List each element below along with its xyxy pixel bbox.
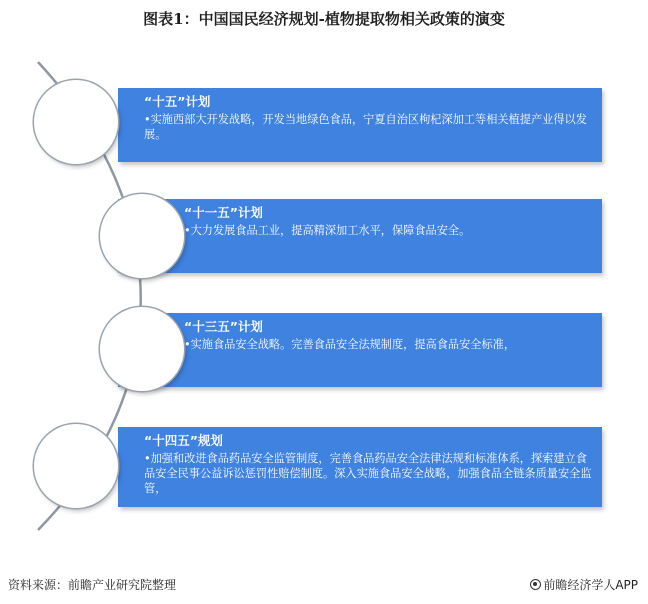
timeline-circle-2 — [100, 194, 184, 278]
plan-card-13th — [118, 313, 602, 387]
plan-heading: “十五”计划 — [144, 94, 211, 109]
timeline-circle-3 — [100, 307, 184, 391]
timeline-circle-1 — [34, 80, 118, 164]
plan-text: •实施食品安全战略。完善食品安全法规制度，提高食品安全标准， — [184, 338, 516, 351]
brand-name: 前瞻经济学人APP — [543, 578, 638, 592]
plan-text: •加强和改进食品药品安全监管制度，完善食品药品安全法律法规和标准体系，探索建立食品安全民事公益诉讼惩罚性赔偿制度。深入实施食品安全战略，加强食品全链条质量安全监管， — [144, 452, 592, 495]
plan-text: •实施西部大开发战略，开发当地绿色食品，宁夏自治区枸杞深加工等相关植提产业得以发展。 — [144, 113, 587, 141]
timeline-circle-4 — [34, 424, 118, 508]
plan-text: •大力发展食品工业，提高精深加工水平，保障食品安全。 — [184, 224, 471, 237]
plan-heading: “十一五”计划 — [184, 205, 263, 220]
brand-credit — [530, 576, 638, 593]
page-title: 图表1：中国国民经济规划-植物提取物相关政策的演变 — [143, 10, 505, 28]
plan-card-11th — [118, 199, 602, 273]
plan-card-10th — [118, 88, 602, 162]
brand-logo-icon — [530, 579, 541, 590]
plan-heading: “十四五”规划 — [144, 433, 223, 448]
plan-heading: “十三五”计划 — [184, 319, 263, 334]
source-note: 资料来源：前瞻产业研究院整理 — [8, 578, 177, 592]
plan-card-14th — [118, 427, 602, 507]
